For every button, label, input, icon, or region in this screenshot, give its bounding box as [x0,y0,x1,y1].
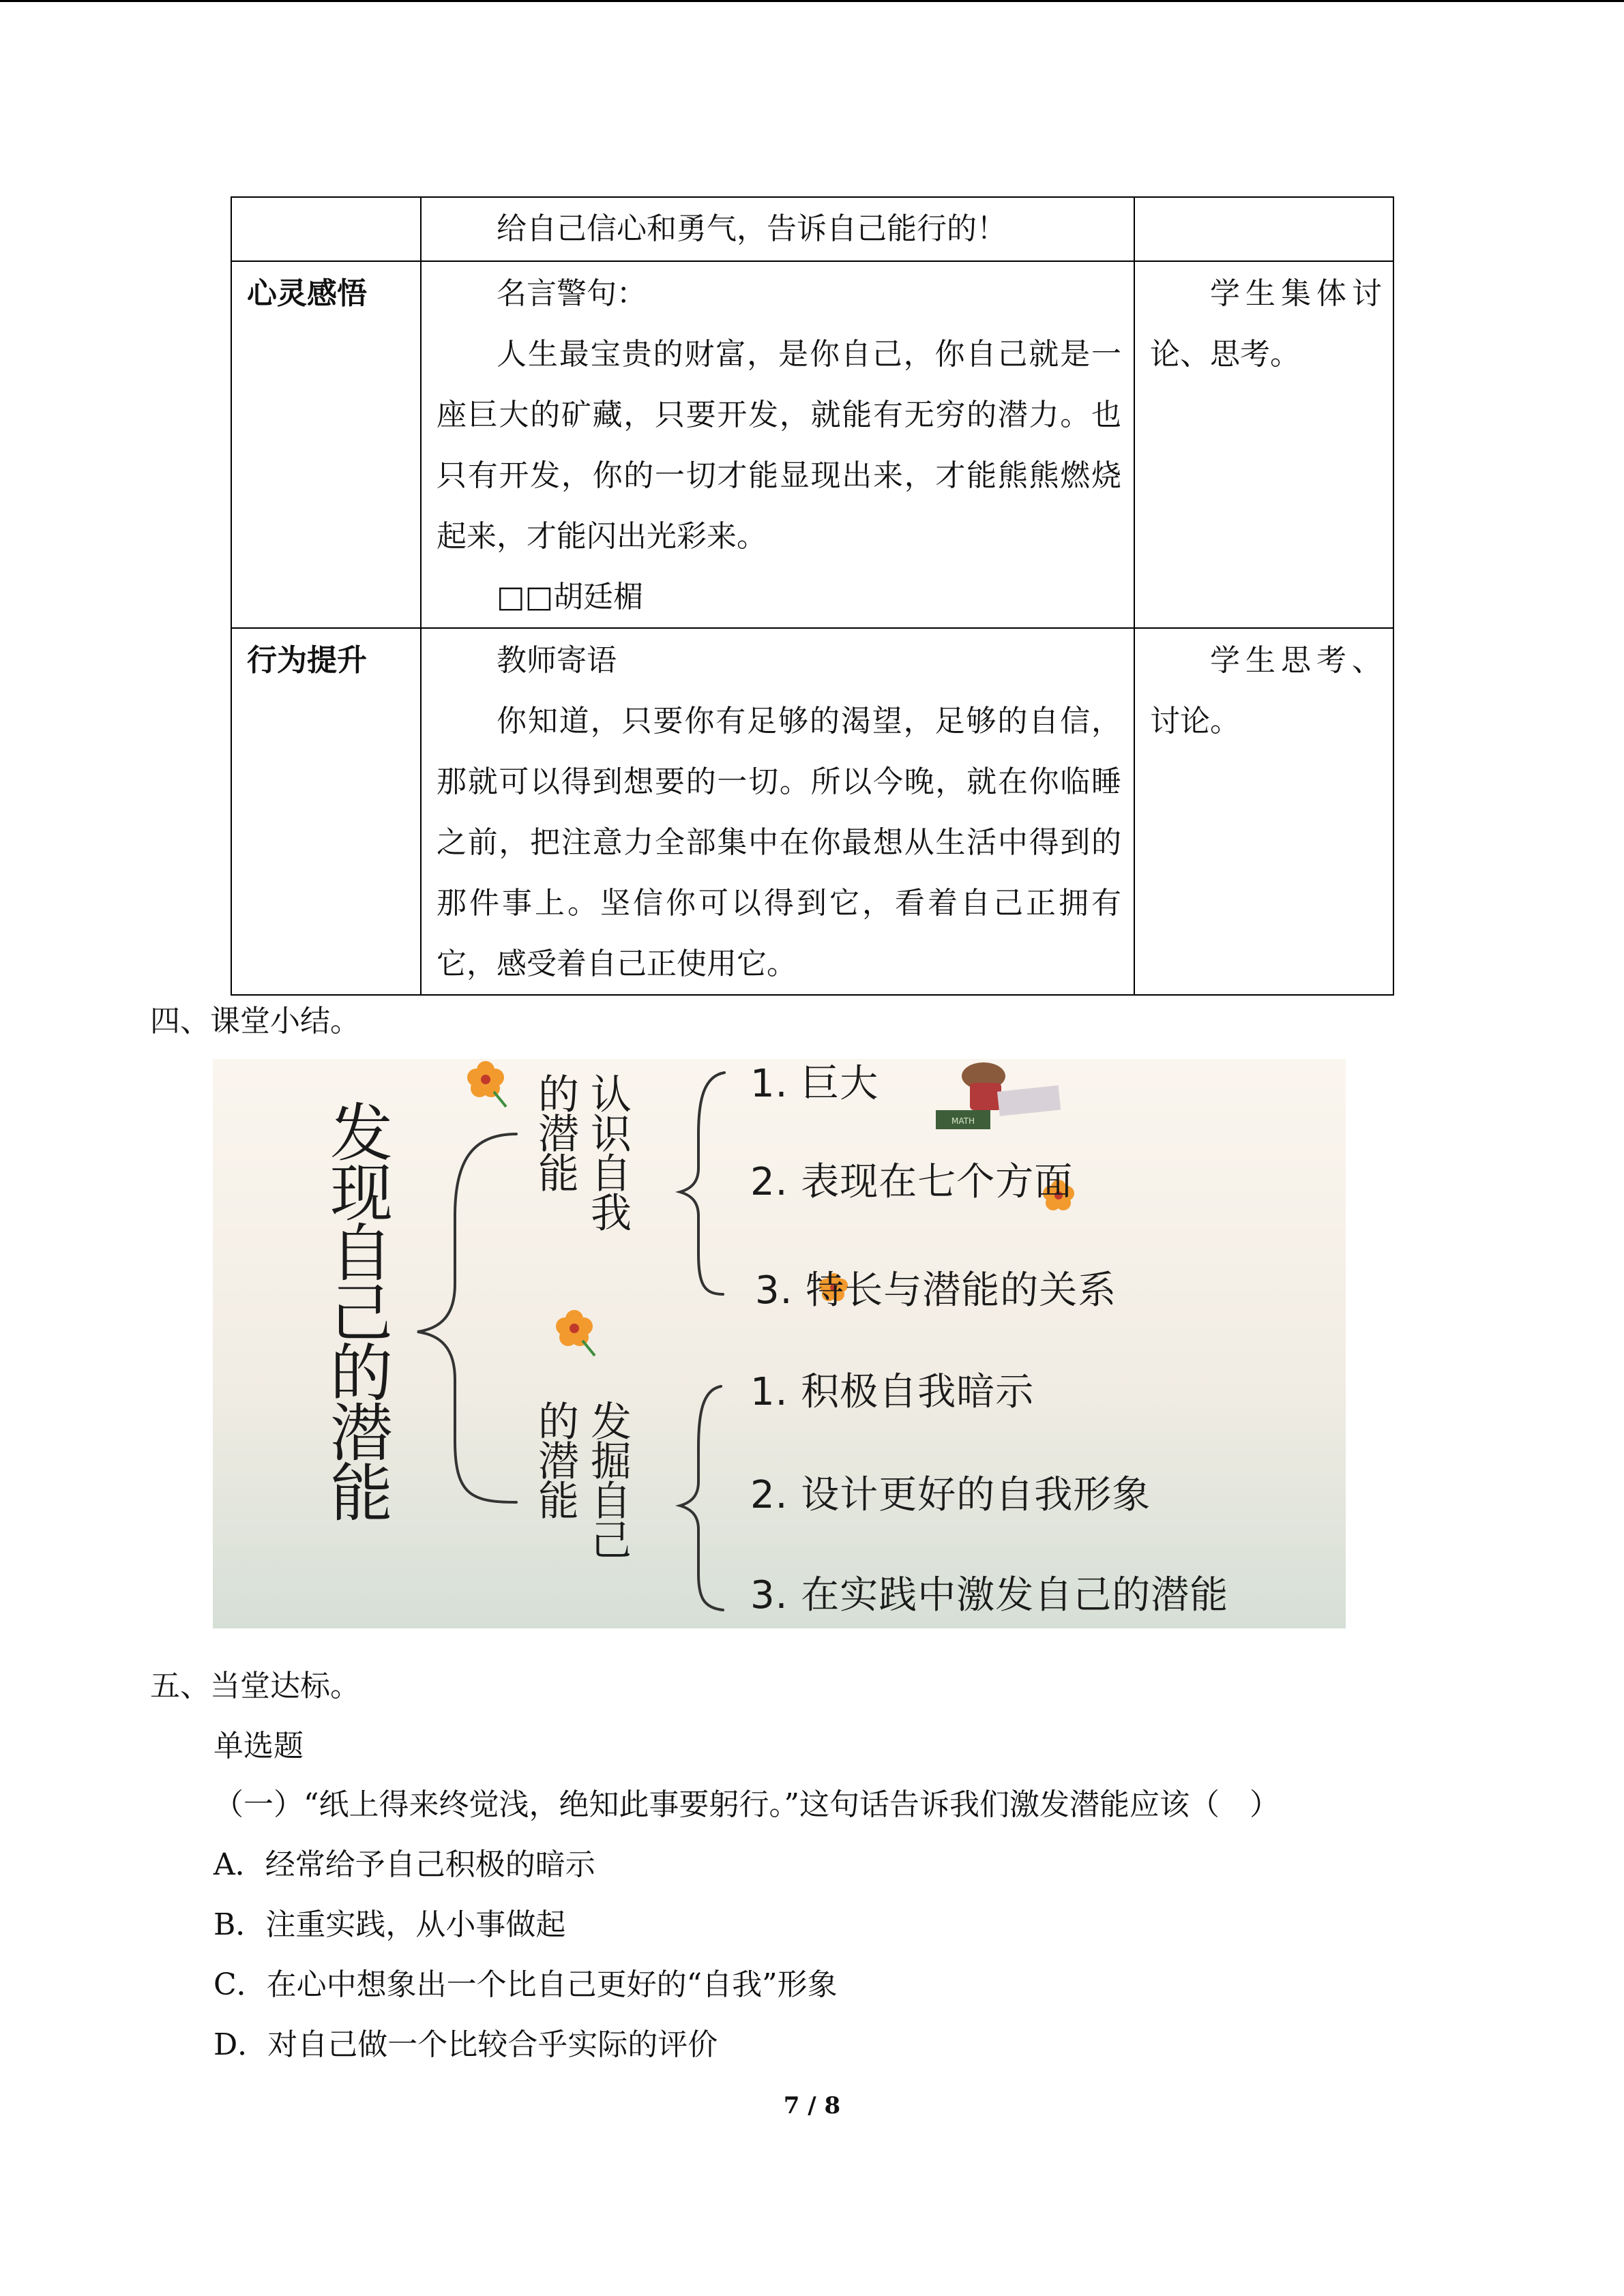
table-cell-content [421,261,1134,628]
study-clipart-icon [936,1062,1061,1129]
lower-brace [680,1386,723,1610]
table-cell-activity [1134,261,1393,628]
quote-text: 人生最宝贵的财富，是你自己，你自己就是一座巨大的矿藏，只要开发，就能有无穷的潜力。也只有开发，你的一切才能显现出来，才能熊熊燃烧起来，才能闪出光彩来。 [437,337,1121,554]
flower-icon [556,1310,595,1356]
quote-heading: 名言警句： [497,276,647,311]
row-label: 行为提升 [231,628,421,995]
table-row [231,628,1393,995]
top-border [0,0,1624,2]
message-heading: 教师寄语 [497,643,617,678]
branch-label-lower: 发掘自己 [584,1400,632,1558]
mind-map-item: 1. 巨大 [750,1062,879,1106]
question-text: （一）“纸上得来终觉浅，绝知此事要躬行。”这句话告诉我们激发潜能应该（ ） [213,1787,1280,1822]
mind-map [213,1059,1346,1628]
option-b: B．注重实践，从小事做起 [213,1907,566,1942]
table-cell-activity [1134,628,1393,995]
table-cell-content [421,628,1134,995]
svg-text:MATH: MATH [951,1116,975,1126]
question-type: 单选题 [213,1729,304,1763]
message-text: 你知道，只要你有足够的渴望，足够的自信，那就可以得到想要的一切。所以今晚，就在你临睡之前，把注意力全部集中在你最想从生活中得到的那件事上。坚信你可以得到它，看着自己正拥有它，感受着自己正使用它。 [437,704,1121,981]
row-label: 心灵感悟 [231,261,421,628]
mind-map-item: 3. 在实践中激发自己的潜能 [750,1573,1229,1617]
main-brace [417,1134,516,1502]
flower-icon [467,1061,506,1107]
activity-text: 学生思考、讨论。 [1150,643,1382,739]
upper-brace [680,1073,724,1294]
page-number: 7 / 8 [783,2092,841,2119]
mind-map-item: 1. 积极自我暗示 [750,1370,1035,1414]
mind-map-item: 2. 表现在七个方面 [750,1160,1074,1204]
section-heading: 五、当堂达标。 [150,1669,360,1703]
table-row [231,197,1393,261]
mind-map-item: 2. 设计更好的自我形象 [750,1473,1151,1517]
option-c: C．在心中想象出一个比自己更好的“自我”形象 [213,1967,838,2002]
table-cell-content [421,197,1134,261]
option-d: D．对自己做一个比较合乎实际的评价 [213,2027,718,2062]
branch-label-upper: 的潜能 [531,1073,579,1191]
section-heading: 四、课堂小结。 [150,1004,360,1039]
branch-label-upper: 认识自我 [584,1073,632,1231]
table-row [231,261,1393,628]
table-cell-activity [1134,197,1393,261]
lesson-table [231,196,1394,996]
mind-map-title: 发现自己的潜能 [320,1100,393,1520]
activity-text: 学生集体讨论、思考。 [1150,276,1382,372]
quote-author: □□胡廷楣 [497,580,644,614]
option-a: A．经常给予自己积极的暗示 [213,1847,595,1882]
confidence-text: 给自己信心和勇气，告诉自己能行的！ [497,211,1007,246]
branch-label-lower: 的潜能 [531,1400,579,1519]
row-label-empty [231,197,421,261]
mind-map-item: 3. 特长与潜能的关系 [755,1268,1117,1313]
